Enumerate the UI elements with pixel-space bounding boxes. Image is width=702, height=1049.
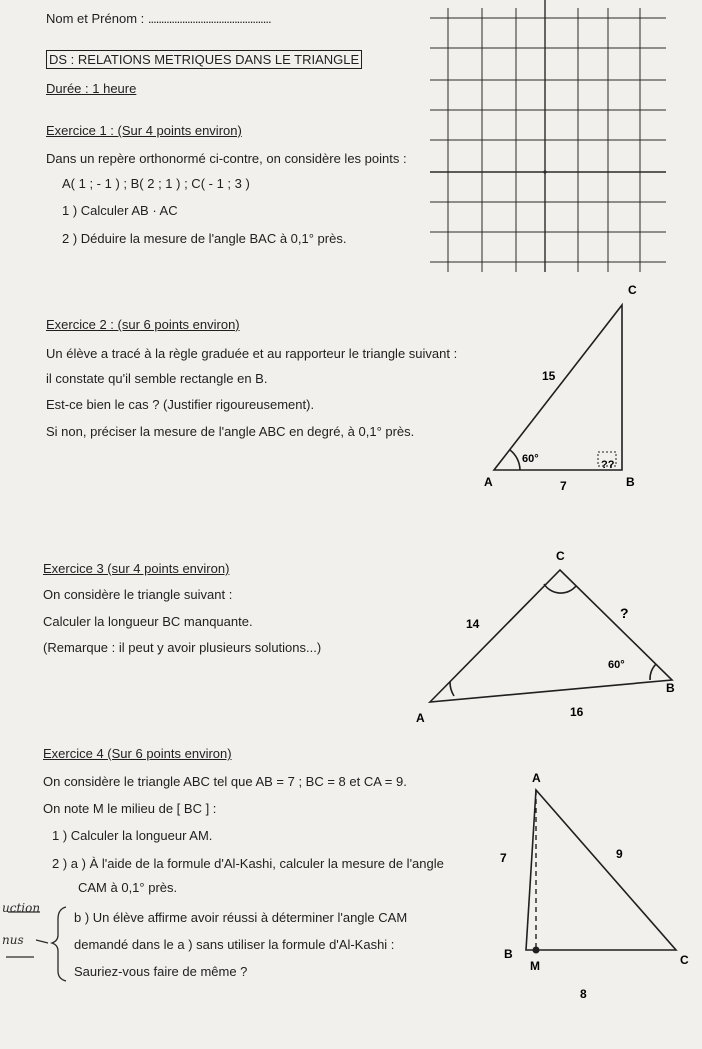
ex4-label-m: M [530, 959, 540, 973]
ex3-label-angle-b: 60° [608, 659, 625, 671]
ex4-question-2b-1: b ) Un élève affirme avoir réussi à déterminer l'angle CAM [74, 910, 408, 925]
ex2-line-2: il constate qu'il semble rectangle en B. [46, 371, 268, 386]
ex3-line-2: Calculer la longueur BC manquante. [43, 614, 253, 629]
ex3-label-ac: 14 [466, 617, 480, 631]
ex2-triangle-figure [470, 280, 690, 500]
ex1-question-2: 2 ) Déduire la mesure de l'angle BAC à 0,1° près. [62, 231, 347, 246]
ex1-intro: Dans un repère orthonormé ci-contre, on considère les points : [46, 151, 407, 166]
ex2-label-ac: 15 [542, 369, 556, 383]
ex3-triangle-figure [410, 540, 690, 730]
ex3-label-c: C [556, 549, 565, 563]
ex4-question-2b-3: Sauriez-vous faire de même ? [74, 964, 248, 979]
name-label: Nom et Prénom : ............................................... [46, 11, 271, 26]
ex2-title: Exercice 2 : (sur 6 points environ) [46, 317, 240, 332]
ex2-label-angle-b: ?? [601, 459, 615, 471]
ex1-points: A( 1 ; - 1 ) ; B( 2 ; 1 ) ; C( - 1 ; 3 ) [62, 176, 250, 191]
ex4-label-c: C [680, 953, 689, 967]
ex3-label-bc: ? [620, 605, 629, 621]
ex4-line-1: On considère le triangle ABC tel que AB = 7 ; BC = 8 et CA = 9. [43, 774, 407, 789]
ex4-title: Exercice 4 (Sur 6 points environ) [43, 746, 232, 761]
ex3-line-3: (Remarque : il peut y avoir plusieurs solutions...) [43, 640, 322, 655]
ex2-label-b: B [626, 475, 635, 489]
ex4-question-1: 1 ) Calculer la longueur AM. [52, 828, 213, 843]
ex3-label-ab: 16 [570, 705, 584, 719]
ex2-line-3: Est-ce bien le cas ? (Justifier rigoureusement). [46, 397, 315, 412]
ex2-label-angle-a: 60° [522, 453, 539, 465]
ex2-line-4: Si non, préciser la mesure de l'angle ABC en degré, à 0,1° près. [46, 424, 415, 439]
ex3-line-1: On considère le triangle suivant : [43, 587, 233, 602]
ex4-label-a: A [532, 771, 541, 785]
ex4-label-ab: 7 [500, 851, 507, 865]
handwritten-marks [0, 895, 80, 985]
ex3-label-a: A [416, 711, 425, 725]
coordinate-grid [418, 0, 702, 280]
handwritten-note-1: uction [2, 901, 41, 915]
ex2-label-c: C [628, 283, 637, 297]
page-title: DS : RELATIONS METRIQUES DANS LE TRIANGLE [46, 52, 362, 68]
ex4-question-2a-cont: CAM à 0,1° près. [78, 880, 178, 895]
ex1-question-1: 1 ) Calculer AB · AC [62, 203, 178, 218]
ex4-question-2b-2: demandé dans le a ) sans utiliser la formule d'Al-Kashi : [74, 937, 395, 952]
ex4-label-ac: 9 [616, 847, 623, 861]
ex4-triangle-figure [480, 770, 702, 1000]
handwritten-note-2: nus [2, 933, 24, 947]
ex3-label-b: B [666, 681, 675, 695]
ex4-label-b: B [504, 947, 513, 961]
ex2-label-ab: 7 [560, 479, 567, 493]
ex4-question-2a: 2 ) a ) À l'aide de la formule d'Al-Kashi, calculer la mesure de l'angle [52, 856, 444, 871]
ex2-line-1: Un élève a tracé à la règle graduée et au rapporteur le triangle suivant : [46, 346, 458, 361]
ex1-title: Exercice 1 : (Sur 4 points environ) [46, 123, 242, 138]
ex3-title: Exercice 3 (sur 4 points environ) [43, 561, 230, 576]
ex4-line-2: On note M le milieu de [ BC ] : [43, 801, 217, 816]
ex4-label-bc: 8 [580, 987, 587, 1001]
duration: Durée : 1 heure [46, 81, 137, 96]
ex2-label-a: A [484, 475, 493, 489]
